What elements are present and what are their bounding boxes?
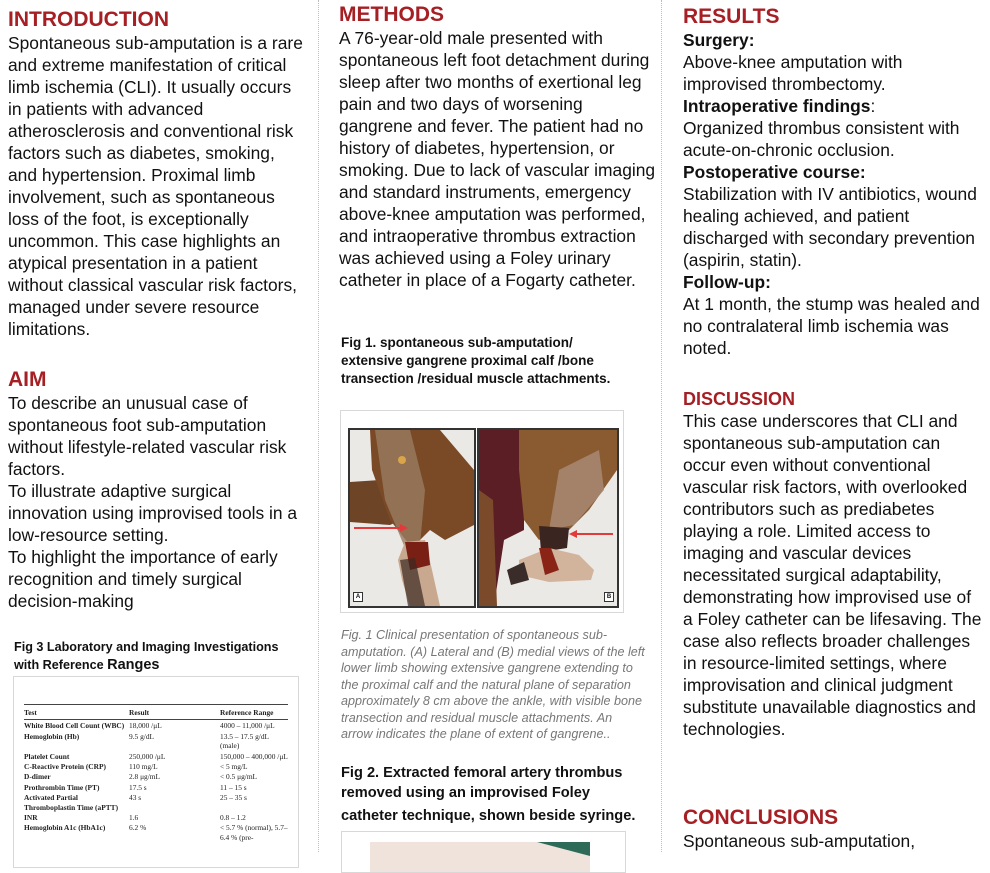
test-cell: Hemoglobin (Hb) xyxy=(24,731,80,741)
test-cell: C-Reactive Protein (CRP) xyxy=(24,762,106,772)
results-surgery-text: Above-knee amputation with improvised thrombectomy. xyxy=(683,52,903,94)
reference-range-cell: 150,000 – 400,000 /μL xyxy=(220,751,288,761)
introduction-section xyxy=(8,8,308,340)
methods-section xyxy=(339,3,657,291)
lab-table-body xyxy=(24,720,288,842)
column-divider-left xyxy=(318,0,319,852)
results-postop-label: Postoperative course: xyxy=(683,162,866,182)
fig1-panel-b-label: B xyxy=(604,592,614,602)
fig3-caption xyxy=(14,638,304,674)
reference-range-cell: < 5.7 % (normal), 5.7–6.4 % (pre- xyxy=(220,823,288,842)
table-row xyxy=(24,751,288,761)
result-cell: 17.5 s xyxy=(129,782,147,792)
test-cell: Prothrombin Time (PT) xyxy=(24,782,100,792)
aim-heading: AIM xyxy=(8,368,47,391)
fig2-image xyxy=(341,831,626,873)
discussion-section xyxy=(683,388,985,740)
introduction-heading: INTRODUCTION xyxy=(8,8,169,31)
methods-text: A 76-year-old male presented with spontaneous left foot detachment during sleep after two months of exertional leg pain and two days of worsening gangrene and fever. The patient had no history of diabetes, hypertension, or smoking. Due to lack of vascular imaging and standard instruments, emergency above-knee amputation was performed, and intraoperative thrombus extraction was achieved using a Foley urinary catheter in place of a Fogarty catheter. xyxy=(339,28,656,290)
result-cell: 1.6 xyxy=(129,813,139,823)
results-followup-label: Follow-up: xyxy=(683,272,771,292)
fig1-panel-b xyxy=(477,428,619,608)
table-row xyxy=(24,822,288,842)
test-cell: D-dimer xyxy=(24,772,51,782)
fig2-title xyxy=(341,763,651,826)
reference-range-cell: 0.8 – 1.2 xyxy=(220,813,246,823)
aim-item: To highlight the importance of early recognition and timely surgical decision-making xyxy=(8,547,278,611)
fig2-title-line2: catheter technique, shown beside syringe. xyxy=(341,808,636,824)
result-cell: 43 s xyxy=(129,793,142,803)
fig3-caption-ranges: Ranges xyxy=(107,657,160,673)
introduction-text: Spontaneous sub-amputation is a rare and extreme manifestation of critical limb ischemia (CLI). It usually occurs in patients with advanced atherosclerosis and conventional risk factors such as diabetes, smoking, and hypertension. Proximal limb involvement, such as spontaneous loss of the foot, is exceptionally uncommon. This case highlights an atypical presentation in a patient without classical vascular risk factors, managed under severe resource limitations. xyxy=(8,33,303,339)
thrombus-photo-icon xyxy=(342,832,625,872)
result-cell: 2.8 μg/mL xyxy=(129,772,161,782)
fig3-caption-text: Fig 3 Laboratory and Imaging Investigations with Reference xyxy=(14,640,279,672)
results-postop-text: Stabilization with IV antibiotics, wound healing achieved, and patient discharged with secondary prevention (aspirin, statin). xyxy=(683,184,977,270)
leg-photo-medial-icon xyxy=(479,430,617,606)
results-heading: RESULTS xyxy=(683,5,780,28)
results-intraop-text: Organized thrombus consistent with acute-on-chronic occlusion. xyxy=(683,118,960,160)
table-row xyxy=(24,782,288,792)
lab-table xyxy=(24,704,288,842)
results-followup-text: At 1 month, the stump was healed and no contralateral limb ischemia was noted. xyxy=(683,294,980,358)
lab-table-figure xyxy=(13,676,299,868)
test-cell: Hemoglobin A1c (HbA1c) xyxy=(24,823,106,833)
fig1-panel-a xyxy=(348,428,476,608)
fig1-panel-a-label: A xyxy=(353,592,363,602)
results-surgery-label: Surgery: xyxy=(683,30,755,50)
test-cell: Activated Partial Thromboplastin Time (aPTT) xyxy=(24,793,119,812)
aim-item: To describe an unusual case of spontaneous foot sub-amputation without lifestyle-related vascular risk factors. xyxy=(8,393,287,479)
aim-item: To illustrate adaptive surgical innovation using improvised tools in a low-resource setting. xyxy=(8,481,298,545)
reference-range-cell: 11 – 15 s xyxy=(220,782,247,792)
column-divider-right xyxy=(661,0,662,852)
test-cell: INR xyxy=(24,813,38,823)
column-header-reference: Reference Range xyxy=(220,705,288,720)
table-row xyxy=(24,771,288,781)
discussion-text: This case underscores that CLI and spontaneous sub-amputation can occur even without conventional vascular risk factors, with overlooked contributors such as prediabetes playing a role. Limited access to imaging and vascular devices necessitated surgical adaptability, demonstrating how improvised use of a Foley catheter can be lifesaving. The case also reflects broader challenges in resource-limited settings, where improvisation and clinical judgment substitute unavailable diagnostics and technologies. xyxy=(683,411,982,739)
results-section xyxy=(683,5,985,359)
table-row xyxy=(24,812,288,822)
results-intraop-label-row xyxy=(683,95,985,117)
reference-range-cell: < 0.5 μg/mL xyxy=(220,772,258,782)
fig1-image xyxy=(340,410,624,613)
methods-heading: METHODS xyxy=(339,3,444,26)
fig1-caption: Fig. 1 Clinical presentation of spontaneous sub-amputation. (A) Lateral and (B) medial views of the left lower limb showing extensive gangrene extending to the proximal calf and the natural plane of separation approximately 8 cm above the ankle, with visible bone transection and residual muscle attachments. An arrow indicates the plane of extent of gangrene.. xyxy=(341,628,645,741)
reference-range-cell: 25 – 35 s xyxy=(220,793,247,803)
table-row xyxy=(24,792,288,812)
table-row xyxy=(24,731,288,751)
result-cell: 6.2 % xyxy=(129,823,147,833)
leg-photo-lateral-icon xyxy=(350,430,474,606)
test-cell: Platelet Count xyxy=(24,751,70,761)
table-row xyxy=(24,761,288,771)
reference-range-cell: 4000 – 11,000 /μL xyxy=(220,721,275,731)
column-header-result: Result xyxy=(129,705,220,720)
reference-range-cell: < 5 mg/L xyxy=(220,762,248,772)
results-intraop-colon: : xyxy=(870,96,876,116)
result-cell: 110 mg/L xyxy=(129,762,158,772)
reference-range-cell: 13.5 – 17.5 g/dL (male) xyxy=(220,731,269,751)
result-cell: 18,000 /μL xyxy=(129,721,162,731)
conclusions-heading: CONCLUSIONS xyxy=(683,806,839,829)
conclusions-section xyxy=(683,806,985,852)
conclusions-text: Spontaneous sub-amputation, xyxy=(683,831,916,851)
fig2-title-line1: Fig 2. Extracted femoral artery thrombus removed using an improvised Foley xyxy=(341,765,623,801)
discussion-heading: DISCUSSION xyxy=(683,389,796,409)
test-cell: White Blood Cell Count (WBC) xyxy=(24,721,125,731)
column-header-test: Test xyxy=(24,705,129,720)
fig1-title: Fig 1. spontaneous sub-amputation/ extensive gangrene proximal calf /bone transection /residual muscle attachments. xyxy=(341,335,611,386)
result-cell: 250,000 /μL xyxy=(129,751,166,761)
result-cell: 9.5 g/dL xyxy=(129,731,155,741)
lab-table-header xyxy=(24,705,288,720)
results-intraop-label: Intraoperative findings xyxy=(683,96,871,116)
table-row xyxy=(24,720,288,731)
aim-section xyxy=(8,368,308,612)
